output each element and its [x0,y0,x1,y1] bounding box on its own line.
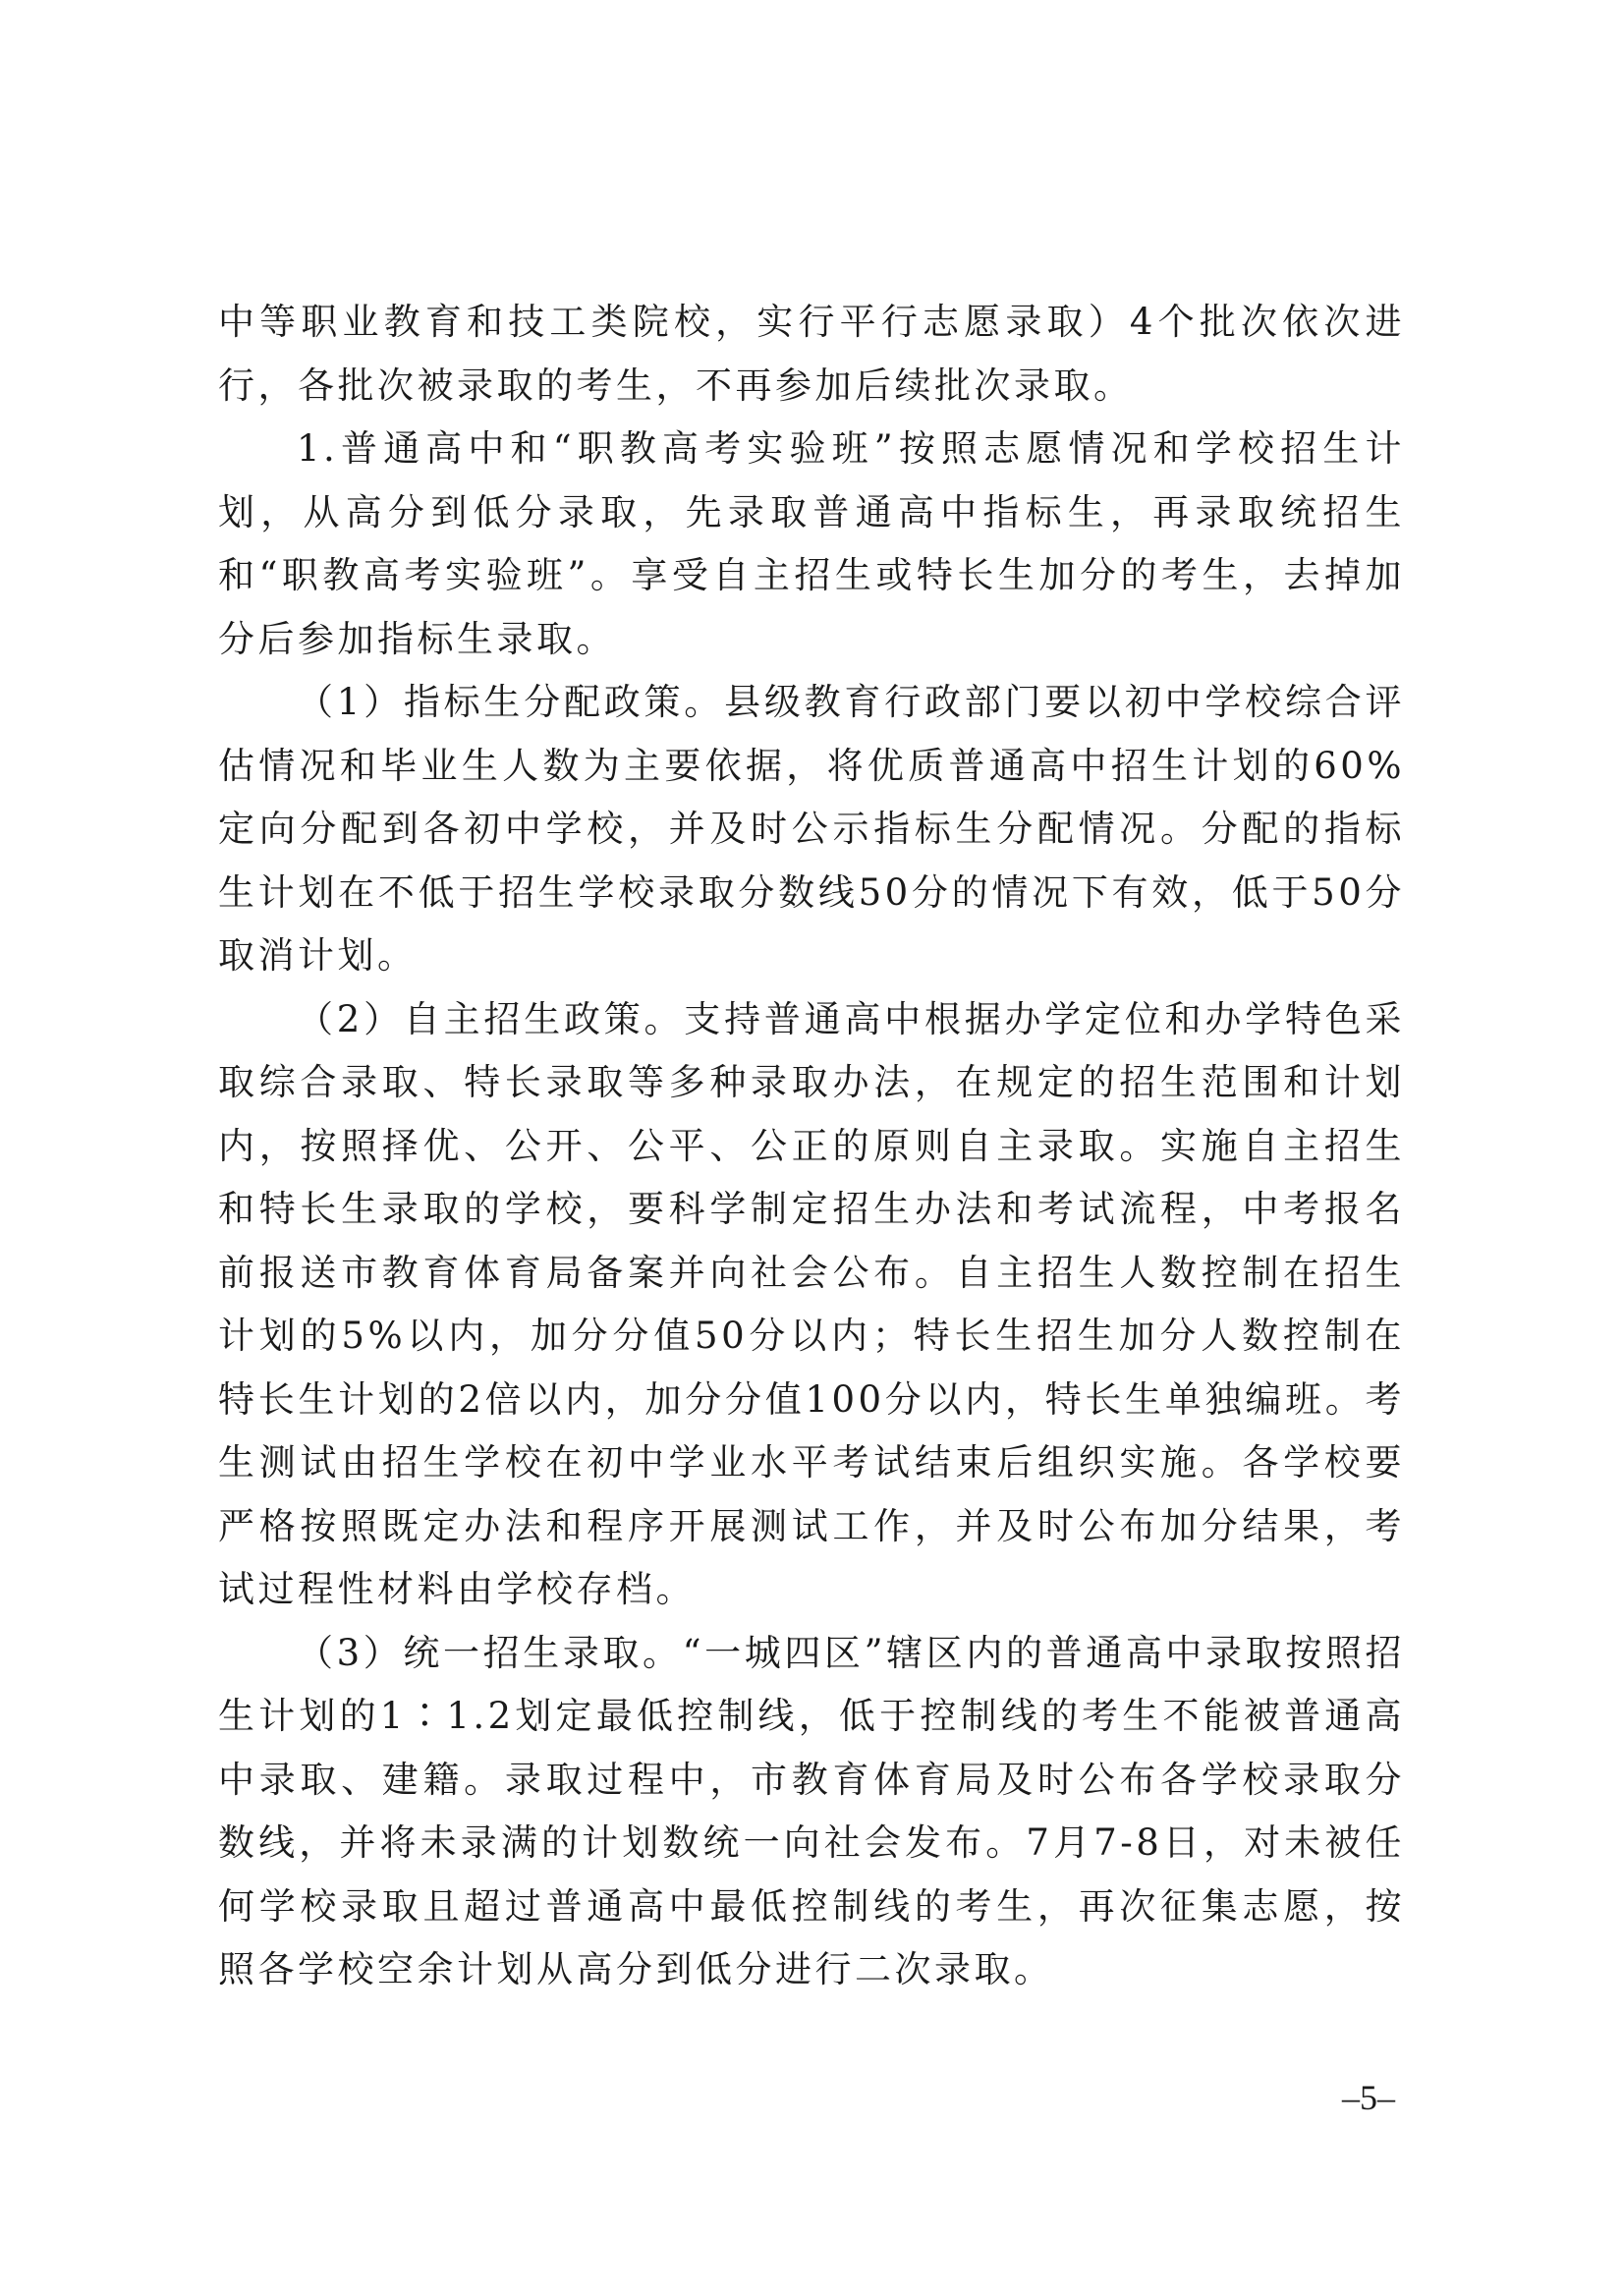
body-text [218,291,1405,2002]
paragraph-quota-policy: （1）指标生分配政策。县级教育行政部门要以初中学校综合评估情况和毕业生人数为主要依据，将优质普通高中招生计划的60%定向分配到各初中学校，并及时公示指标生分配情况。分配的指标生计划在不低于招生学校录取分数线50分的情况下有效，低于50分取消计划。 [218,681,1405,977]
paragraph-continuation: 中等职业教育和技工类院校，实行平行志愿录取）4个批次依次进行，各批次被录取的考生，不再参加后续批次录取。 [218,301,1405,407]
paragraph-section-1: 1.普通高中和“职教高考实验班”按照志愿情况和学校招生计划，从高分到低分录取，先录取普通高中指标生，再录取统招生和“职教高考实验班”。享受自主招生或特长生加分的考生，去掉加分后参加指标生录取。 [218,427,1405,660]
paragraph-unified-admission: （3）统一招生录取。“一城四区”辖区内的普通高中录取按照招生计划的1∶1.2划定最低控制线，低于控制线的考生不能被普通高中录取、建籍。录取过程中，市教育体育局及时公布各学校录取分数线，并将未录满的计划数统一向社会发布。7月7-8日，对未被任何学校录取且超过普通高中最低控制线的考生，再次征集志愿，按照各学校空余计划从高分到低分进行二次录取。 [218,1631,1405,1990]
paragraph-independent-admission-policy: （2）自主招生政策。支持普通高中根据办学定位和办学特色采取综合录取、特长录取等多种录取办法，在规定的招生范围和计划内，按照择优、公开、公平、公正的原则自主录取。实施自主招生和特长生录取的学校，要科学制定招生办法和考试流程，中考报名前报送市教育体育局备案并向社会公布。自主招生人数控制在招生计划的5%以内，加分分值50分以内；特长生招生加分人数控制在特长生计划的2倍以内，加分分值100分以内，特长生单独编班。考生测试由招生学校在初中学业水平考试结束后组织实施。各学校要严格按照既定办法和程序开展测试工作，并及时公布加分结果，考试过程性材料由学校存档。 [218,997,1405,1610]
page-number: –5– [1342,2078,1395,2117]
